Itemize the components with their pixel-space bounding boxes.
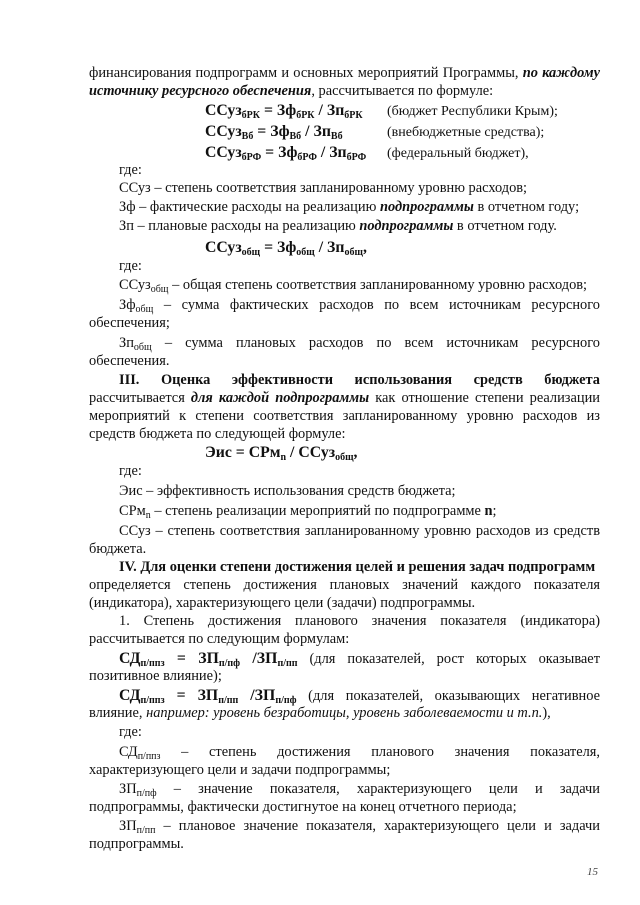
formula-note: (федеральный бюджет), [387,146,529,161]
text-line: обеспечения; [89,315,170,331]
where-label: где: [119,724,142,740]
definition-line: Зф – фактические расходы на реализацию подпрограммы в отчетном году; [119,199,580,215]
text-line: рассчитывается для каждой подпрограммы как отношение степени реализации [89,390,600,406]
formula-note: (внебюджетные средства); [387,125,545,140]
definition-line: $СД_{п/ппз}$ – степень достижения планового значения показателя, [119,744,600,762]
text-line: (индикатора), характеризующего цели (задачи) подпрограммы. [89,595,476,611]
formula-vb: ССуз$_{Вб}$ = $Зф_{Вб} / Зп_{Вб}$ [205,123,343,142]
text-line: определяется степень достижения плановых значений каждого показателя [89,577,600,593]
text-line: влияние, например: уровень безработицы, уровень заболеваемости и т.п.), [89,705,551,721]
text-line: характеризующего цели и задачи подпрограммы; [89,762,391,778]
definition-line: $ЗП_{п/пф}$ – значение показателя, характеризующего цели и задачи [119,781,600,799]
where-label: где: [119,463,142,479]
where-label: где: [119,162,142,178]
text-line: мероприятий к степени соответствия запланированному уровню расходов из [89,408,600,424]
text-line: средств бюджета по следующей формуле: [89,426,346,442]
text-line: рассчитывается по следующим формулам: [89,631,350,647]
formula-efficiency: Эис = СРм$_n$ / ССуз$_{общ}$, [205,444,358,463]
definition-line: $Зп_{общ}$ – сумма плановых расходов по всем источникам ресурсного [119,335,600,353]
definition-line: СРм$_n$ – степень реализации мероприятий по подпрограмме n; [119,503,497,521]
page-number: 15 [587,866,598,878]
text-line: финансирования подпрограмм и основных мероприятий Программы, по каждому [89,65,600,81]
formula-brk: ССуз$_{бРК}$ = $Зф_{бРК} / Зп_{бРК}$ [205,102,363,121]
text-line: бюджета. [89,541,147,557]
definition-line: ССуз – степень соответствия запланированному уровню расходов из средств [119,523,600,539]
definition-line: ССуз – степень соответствия запланированному уровню расходов; [119,180,528,196]
formula-note: (бюджет Республики Крым); [387,104,558,119]
definition-line: $Зф_{общ}$ – сумма фактических расходов по всем источникам ресурсного [119,297,600,315]
formula-positive: $СД_{п/ппз} = ЗП_{п/пф}$ $/ЗП_{п/пп}$ (для показателей, рост которых оказывает [119,650,600,669]
formula-total: ССуз$_{общ}$ = $Зф_{общ} / Зп_{общ}$, [205,239,367,258]
definition-line: Зп – плановые расходы на реализацию подпрограммы в отчетном году. [119,218,557,234]
text-line: обеспечения. [89,353,170,369]
section-heading: III. Оценка эффективности использования средств бюджета [119,372,600,388]
formula-brf: ССуз$_{бРФ}$ = $Зф_{бРФ} / Зп_{бРФ}$ [205,144,367,163]
where-label: где: [119,258,142,274]
text-line: позитивное влияние); [89,668,222,684]
definition-line: ССуз$_{общ}$ – общая степень соответствия запланированному уровню расходов; [119,277,588,295]
definition-line: Эис – эффективность использования средств бюджета; [119,483,456,499]
definition-line: $ЗП_{п/пп}$ – плановое значение показателя, характеризующего цели и задачи [119,818,600,836]
formula-negative: $СД_{п/ппз} = ЗП_{п/пп}$ $/ЗП_{п/пф}$ (для показателей, оказывающих негативное [119,687,601,706]
text-line: подпрограммы. [89,836,184,852]
text-line: 1. Степень достижения планового значения показателя (индикатора) [119,613,600,629]
text-line: источнику ресурсного обеспечения, рассчитывается по формуле: [89,83,494,99]
section-heading: IV. Для оценки степени достижения целей и решения задач подпрограмм [119,559,596,575]
text-line: подпрограммы, фактически достигнутое на конец отчетного периода; [89,799,517,815]
